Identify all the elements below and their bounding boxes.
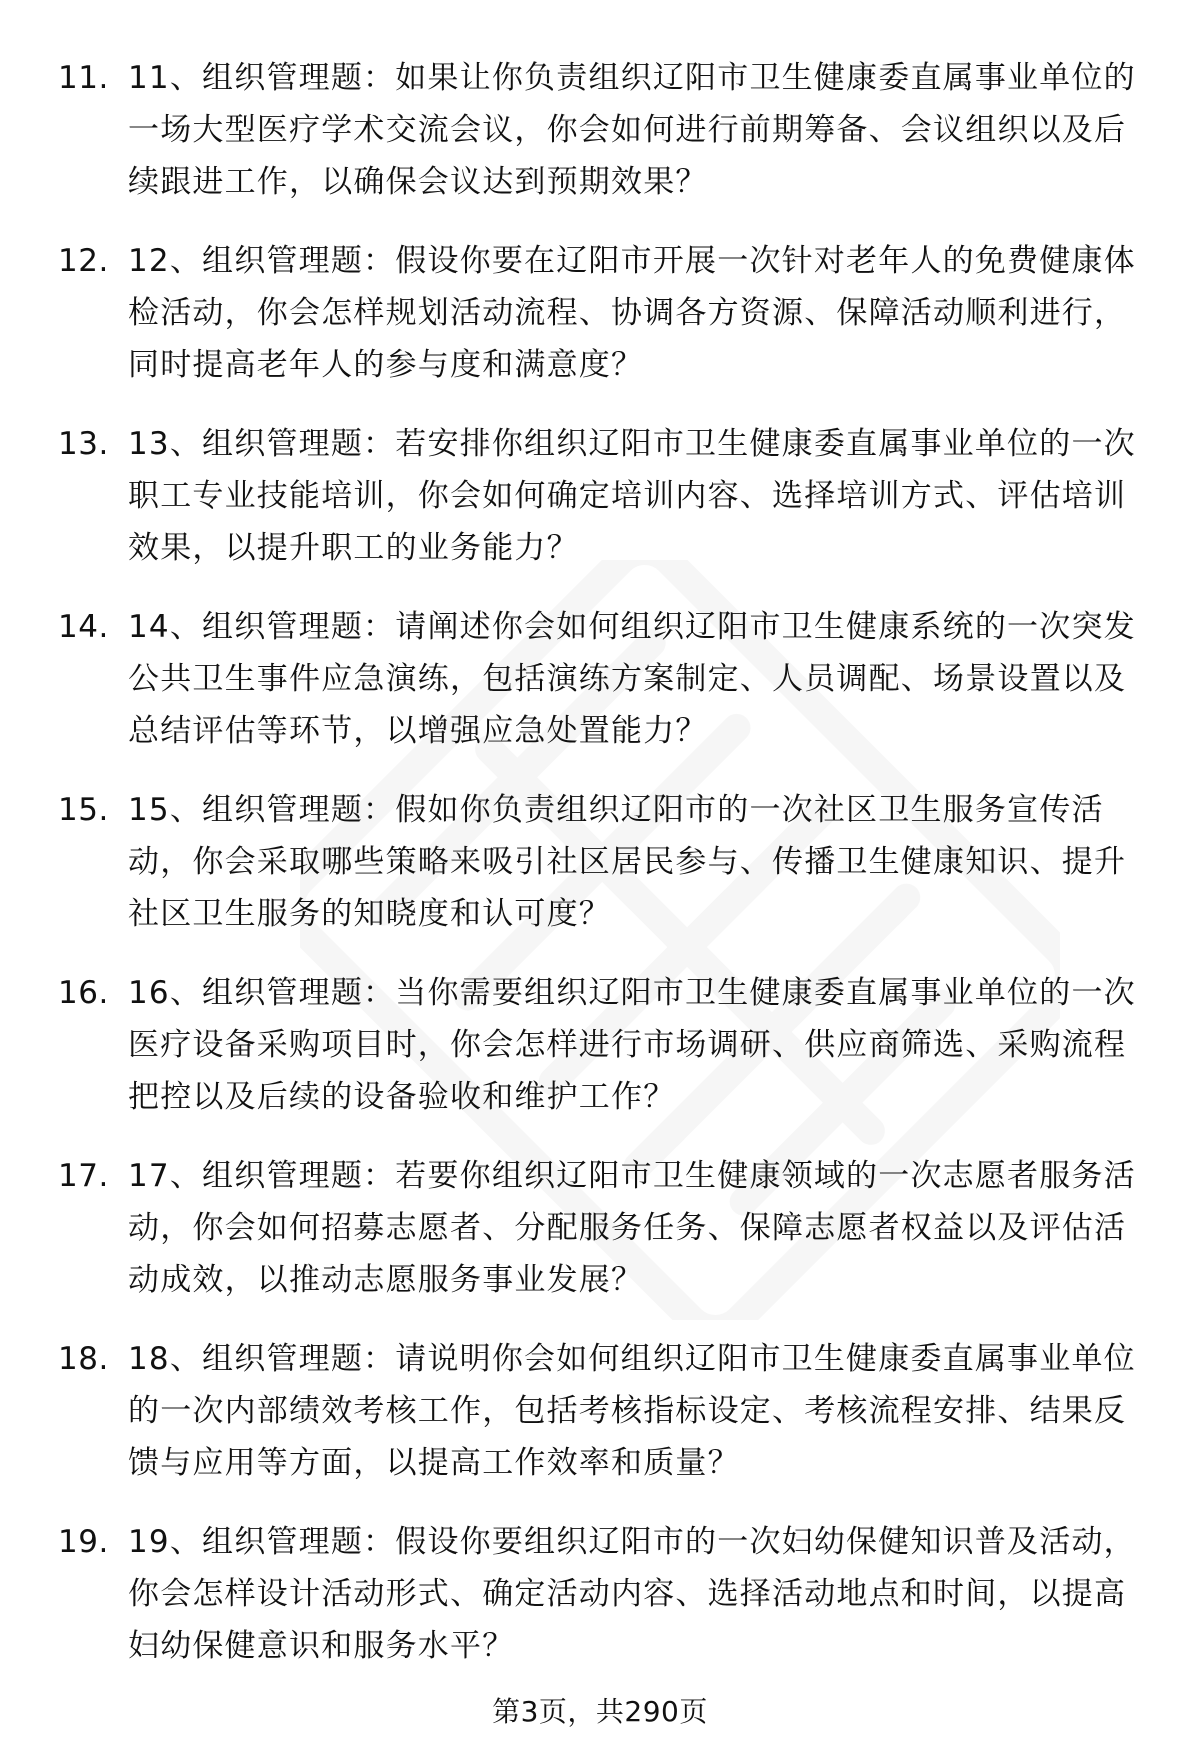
question-text: 11、组织管理题：如果让你负责组织辽阳市卫生健康委直属事业单位的一场大型医疗学术交流会议，你会如何进行前期筹备、会议组织以及后续跟进工作，以确保会议达到预期效果？	[128, 60, 1136, 200]
question-item	[0, 235, 1200, 418]
question-item	[0, 1150, 1200, 1333]
question-item	[0, 418, 1200, 601]
question-number: 18.	[58, 1341, 109, 1377]
question-number: 13.	[58, 426, 109, 462]
question-list	[0, 52, 1200, 1699]
question-number: 12.	[58, 243, 109, 279]
question-item	[0, 601, 1200, 784]
question-text: 14、组织管理题：请阐述你会如何组织辽阳市卫生健康系统的一次突发公共卫生事件应急演练，包括演练方案制定、人员调配、场景设置以及总结评估等环节，以增强应急处置能力？	[128, 609, 1136, 749]
question-number: 11.	[58, 60, 109, 96]
question-text: 16、组织管理题：当你需要组织辽阳市卫生健康委直属事业单位的一次医疗设备采购项目时，你会怎样进行市场调研、供应商筛选、采购流程把控以及后续的设备验收和维护工作？	[128, 975, 1136, 1115]
question-text: 12、组织管理题：假设你要在辽阳市开展一次针对老年人的免费健康体检活动，你会怎样规划活动流程、协调各方资源、保障活动顺利进行，同时提高老年人的参与度和满意度？	[128, 243, 1136, 383]
page-footer	[0, 1692, 1200, 1732]
question-text: 13、组织管理题：若安排你组织辽阳市卫生健康委直属事业单位的一次职工专业技能培训，你会如何确定培训内容、选择培训方式、评估培训效果，以提升职工的业务能力？	[128, 426, 1136, 566]
question-number: 15.	[58, 792, 109, 828]
question-number: 16.	[58, 975, 109, 1011]
question-number: 19.	[58, 1524, 109, 1560]
question-item	[0, 1516, 1200, 1699]
question-item	[0, 967, 1200, 1150]
question-item	[0, 784, 1200, 967]
question-text: 18、组织管理题：请说明你会如何组织辽阳市卫生健康委直属事业单位的一次内部绩效考核工作，包括考核指标设定、考核流程安排、结果反馈与应用等方面，以提高工作效率和质量？	[128, 1341, 1136, 1481]
question-text: 19、组织管理题：假设你要组织辽阳市的一次妇幼保健知识普及活动，你会怎样设计活动形式、确定活动内容、选择活动地点和时间，以提高妇幼保健意识和服务水平？	[128, 1524, 1136, 1664]
question-item	[0, 1333, 1200, 1516]
page-number-label: 第3页，共290页	[492, 1695, 708, 1728]
question-text: 17、组织管理题：若要你组织辽阳市卫生健康领域的一次志愿者服务活动，你会如何招募志愿者、分配服务任务、保障志愿者权益以及评估活动成效，以推动志愿服务事业发展？	[128, 1158, 1136, 1298]
question-number: 17.	[58, 1158, 109, 1194]
question-number: 14.	[58, 609, 109, 645]
question-text: 15、组织管理题：假如你负责组织辽阳市的一次社区卫生服务宣传活动，你会采取哪些策略来吸引社区居民参与、传播卫生健康知识、提升社区卫生服务的知晓度和认可度？	[128, 792, 1127, 932]
question-item	[0, 52, 1200, 235]
